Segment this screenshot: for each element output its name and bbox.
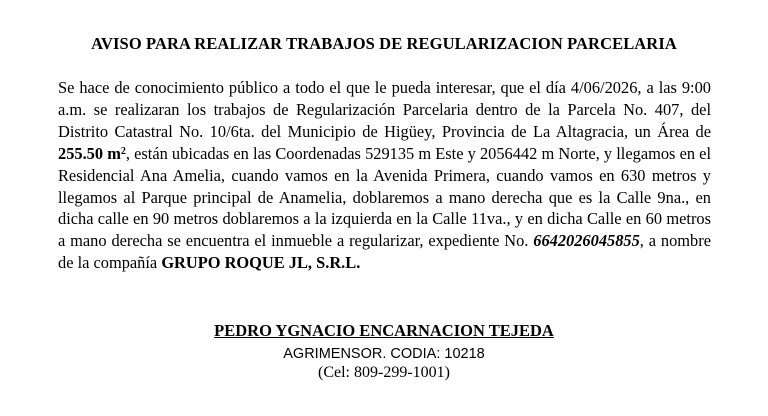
- area-number: 255.50 m: [58, 143, 121, 163]
- notice-text-part-3: , a nombre de la compañía: [58, 231, 711, 273]
- signatory-name: PEDRO YGNACIO ENCARNACION TEJEDA: [214, 321, 554, 340]
- company-name: GRUPO ROQUE JL, S.R.L.: [161, 253, 361, 273]
- expediente-number: 6642026045855: [533, 231, 640, 251]
- notice-title: AVISO PARA REALIZAR TRABAJOS DE REGULARIZACION PARCELARIA: [91, 34, 677, 53]
- notice-text-part-2: , están ubicadas en las Coordenadas 529135 m Este y 2056442 m Norte, y llegamos en el Residencial Ana Amelia, cuando vamos en la Avenida Primera, cuando vamos en 630 metros y llegamos al Parque principal de Anamelia, doblaremos a mano derecha que es la Calle 9na., en dicha calle en 90 metros doblaremos a la izquierda en la Calle 11va., y en dicha Calle en 60 metros a mano derecha se encuentra el inmueble a regularizar, expediente No.: [58, 143, 712, 251]
- notice-body: [58, 77, 711, 274]
- signatory-phone: (Cel: 809-299-1001): [318, 364, 450, 381]
- area-superscript: 2: [120, 145, 126, 157]
- signatory-role: AGRIMENSOR. CODIA: 10218: [283, 346, 485, 362]
- area-value: [58, 144, 126, 163]
- notice-text-part-1: Se hace de conocimiento público a todo el que le pueda interesar, que el día 4/06/2026, a las 9:00 a.m. se realizaran los trabajos de Regularización Parcelaria dentro de la Parcela No. 407, del Distrito Catastral No. 10/6ta. del Municipio de Higüey, Provincia de La Altagracia, un Área de: [58, 78, 711, 141]
